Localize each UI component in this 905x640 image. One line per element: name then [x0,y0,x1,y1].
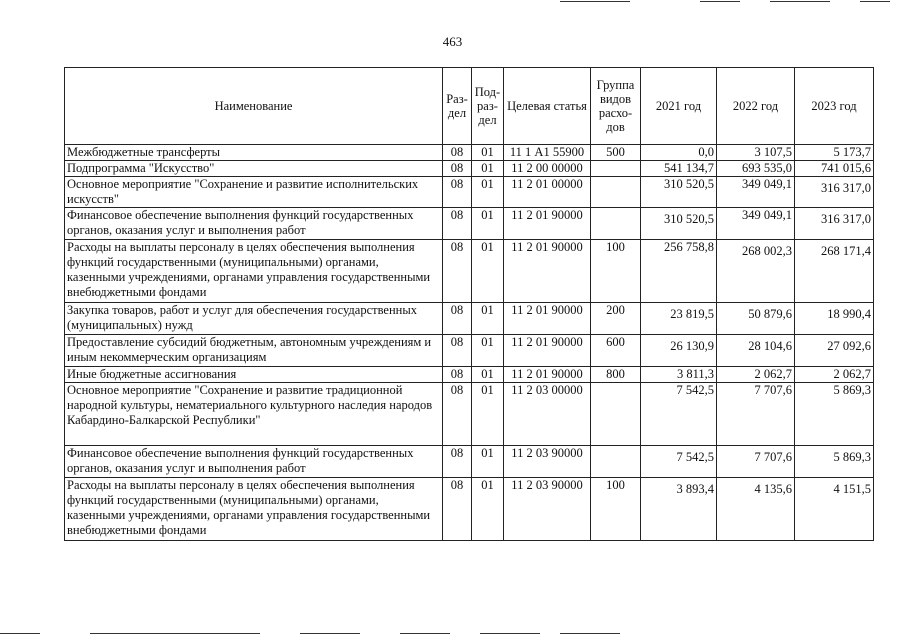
row-2021 [641,177,717,208]
row-2022 [717,145,795,161]
row-subsection: 01 [472,335,504,367]
value-2022: 349 049,1 [742,208,792,222]
row-group: 100 [591,478,641,541]
row-2023 [795,208,874,240]
header-2023: 2023 год [795,68,874,145]
row-2021 [641,478,717,541]
table-row [65,335,874,367]
row-subsection: 01 [472,478,504,541]
row-2023 [795,303,874,335]
table-row [65,446,874,478]
row-2023 [795,240,874,303]
value-2022: 3 107,5 [754,145,792,159]
row-2022 [717,367,795,383]
value-2022: 28 104,6 [748,339,792,353]
row-group: 800 [591,367,641,383]
header-group: Группа видов расхо-дов [591,68,641,145]
table-row [65,161,874,177]
row-target: 11 2 01 90000 [504,303,591,335]
page-number: 463 [442,34,463,49]
row-group [591,208,641,240]
row-group [591,383,641,446]
row-name: Иные бюджетные ассигнования [65,367,443,383]
bottom-edge-rule-4 [400,633,450,634]
row-subsection: 01 [472,383,504,446]
value-2023: 4 151,5 [833,482,871,496]
row-target: 11 2 03 90000 [504,478,591,541]
row-2023 [795,478,874,541]
row-2023 [795,335,874,367]
row-section: 08 [443,161,472,177]
row-2022 [717,240,795,303]
row-group: 600 [591,335,641,367]
value-2021: 7 542,5 [676,450,714,464]
header-2021: 2021 год [641,68,717,145]
row-2022 [717,335,795,367]
value-2023: 2 062,7 [833,367,871,381]
row-target: 11 1 А1 55900 [504,145,591,161]
row-target: 11 2 03 90000 [504,446,591,478]
header-target: Целевая статья [504,68,591,145]
row-group [591,177,641,208]
value-2022: 349 049,1 [742,177,792,191]
row-2023 [795,177,874,208]
row-subsection: 01 [472,208,504,240]
row-target: 11 2 01 00000 [504,177,591,208]
row-section: 08 [443,208,472,240]
row-target: 11 2 01 90000 [504,240,591,303]
value-2023: 316 317,0 [821,212,871,226]
value-2022: 4 135,6 [754,482,792,496]
row-2022 [717,478,795,541]
value-2022: 7 707,6 [754,450,792,464]
value-2021: 541 134,7 [664,161,714,175]
header-2022: 2022 год [717,68,795,145]
row-2022 [717,161,795,177]
row-group: 200 [591,303,641,335]
row-name: Межбюджетные трансферты [65,145,443,161]
table-row [65,478,874,541]
top-edge-rule-2 [700,1,740,2]
row-group [591,446,641,478]
table-row [65,240,874,303]
row-target: 11 2 01 90000 [504,335,591,367]
row-target: 11 2 01 90000 [504,208,591,240]
row-section: 08 [443,335,472,367]
value-2021: 26 130,9 [670,339,714,353]
row-2021 [641,208,717,240]
value-2023: 268 171,4 [821,244,871,258]
bottom-edge-rule-3 [300,633,360,634]
row-2021 [641,446,717,478]
bottom-edge-rule-1 [0,633,40,634]
row-subsection: 01 [472,446,504,478]
table-row [65,367,874,383]
row-name: Подпрограмма "Искусство" [65,161,443,177]
row-section: 08 [443,446,472,478]
row-2023 [795,383,874,446]
row-section: 08 [443,383,472,446]
row-name: Закупка товаров, работ и услуг для обеспечения государственных (муниципальных) нужд [65,303,443,335]
row-group: 500 [591,145,641,161]
row-2022 [717,383,795,446]
row-2021 [641,367,717,383]
row-subsection: 01 [472,240,504,303]
row-section: 08 [443,145,472,161]
row-name: Расходы на выплаты персоналу в целях обеспечения выполнения функций государственными (муниципальными) органами, казенными учреждениями, органами управления государственными внебюджетными фондами [65,240,443,303]
row-target: 11 2 00 00000 [504,161,591,177]
bottom-edge-rule-5 [480,633,540,634]
row-2021 [641,335,717,367]
row-2023 [795,145,874,161]
row-name: Основное мероприятие "Сохранение и развитие исполнительских искусств" [65,177,443,208]
value-2023: 27 092,6 [827,339,871,353]
top-edge-rule-3 [770,1,830,2]
row-subsection: 01 [472,177,504,208]
row-section: 08 [443,478,472,541]
row-group [591,161,641,177]
row-2022 [717,208,795,240]
row-subsection: 01 [472,367,504,383]
value-2022: 50 879,6 [748,307,792,321]
row-section: 08 [443,303,472,335]
row-2022 [717,446,795,478]
row-subsection: 01 [472,303,504,335]
value-2021: 7 542,5 [676,383,714,397]
value-2022: 7 707,6 [754,383,792,397]
row-2021 [641,240,717,303]
row-2021 [641,383,717,446]
value-2023: 316 317,0 [821,181,871,195]
bottom-edge-rule-2 [90,633,260,634]
row-2022 [717,177,795,208]
value-2022: 268 002,3 [742,244,792,258]
row-name: Расходы на выплаты персоналу в целях обеспечения выполнения функций государственными (муниципальными) органами, казенными учреждениями, органами управления государственными внебюджетными фондами [65,478,443,541]
table-row [65,303,874,335]
value-2021: 0,0 [698,145,714,159]
row-2023 [795,367,874,383]
row-name: Предоставление субсидий бюджетным, автономным учреждениям и иным некоммерческим организациям [65,335,443,367]
row-2023 [795,446,874,478]
value-2022: 2 062,7 [754,367,792,381]
header-section: Раз-дел [443,68,472,145]
value-2021: 256 758,8 [664,240,714,254]
top-edge-rule-4 [860,1,890,2]
value-2021: 23 819,5 [670,307,714,321]
value-2022: 693 535,0 [742,161,792,175]
row-name: Основное мероприятие "Сохранение и развитие традиционной народной культуры, нематериального культурного наследия народов Кабардино-Балкарской Республики" [65,383,443,446]
row-section: 08 [443,240,472,303]
table-row [65,383,874,446]
row-name: Финансовое обеспечение выполнения функций государственных органов, оказания услуг и выполнения работ [65,446,443,478]
table-row [65,145,874,161]
row-target: 11 2 01 90000 [504,367,591,383]
row-section: 08 [443,367,472,383]
value-2021: 310 520,5 [664,212,714,226]
budget-table [64,67,874,541]
value-2023: 741 015,6 [821,161,871,175]
value-2021: 3 811,3 [676,367,714,381]
row-group: 100 [591,240,641,303]
header-name: Наименование [65,68,443,145]
header-subsection: Под-раз-дел [472,68,504,145]
row-subsection: 01 [472,161,504,177]
row-target: 11 2 03 00000 [504,383,591,446]
value-2021: 310 520,5 [664,177,714,191]
value-2023: 18 990,4 [827,307,871,321]
top-edge-rule-1 [560,1,630,2]
row-section: 08 [443,177,472,208]
table-row [65,177,874,208]
row-2023 [795,161,874,177]
row-name: Финансовое обеспечение выполнения функций государственных органов, оказания услуг и выполнения работ [65,208,443,240]
row-2021 [641,303,717,335]
value-2023: 5 869,3 [833,450,871,464]
table-header-row [65,68,874,145]
value-2023: 5 173,7 [833,145,871,159]
bottom-edge-rule-6 [560,633,620,634]
row-2022 [717,303,795,335]
value-2021: 3 893,4 [676,482,714,496]
row-subsection: 01 [472,145,504,161]
row-2021 [641,161,717,177]
value-2023: 5 869,3 [833,383,871,397]
row-2021 [641,145,717,161]
table-row [65,208,874,240]
